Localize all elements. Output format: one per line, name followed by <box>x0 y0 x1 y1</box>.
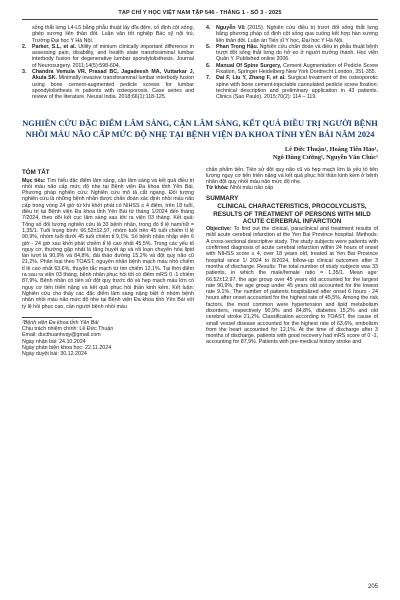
article-authors <box>22 146 378 162</box>
footnote-affiliation: ¹Bệnh viện Đa khoa tỉnh Yên Bái <box>22 319 99 326</box>
reference-authors: Chandra Vemula VR, Prasad BC, Jagadeesh MA, Vuttarkar J, Akula SK. <box>32 69 194 82</box>
reference-text: (2015). Nghiên cứu điều trị trượt đốt sống thắt lưng bằng phương pháp cố định cột sống qua cuống kết hợp hàn xương liên thân đốt. Luận án Tiến sĩ Y học, Đại học Y Hà Nội. <box>216 25 378 44</box>
authors-line: Lê Đức Thuận¹, Hoàng Tiến Hảo¹, <box>284 145 378 153</box>
reference-item <box>22 44 194 69</box>
abstract-right-column <box>206 167 378 358</box>
running-header: TẠP CHÍ Y HỌC VIỆT NAM TẬP 546 - THÁNG 1 - SỐ 3 - 2025 <box>22 10 378 20</box>
authors-line: Ngô Hùng Cường¹, Nguyễn Văn Chúc¹ <box>272 153 378 161</box>
footnote <box>22 320 194 358</box>
reference-number: 2. <box>22 43 27 50</box>
reference-item <box>206 25 378 44</box>
footnote-received: Ngày nhận bài: 24.10.2024 <box>22 338 86 345</box>
reference-text: Minimally invasive transforaminal lumbar interbody fusion using bone cement-augmented pedicle screws for lumbar spondylolisthesis in patients with osteoporosis. Case series and review of the literature. Neural India. 2018;66(1):118-125. <box>32 75 194 101</box>
journal-page <box>22 10 378 590</box>
reference-item <box>206 63 378 76</box>
abstract-continuation: chẩn phẩm tiến. Tiền sử đột quỵ não cũ và hẹp mạch lớn là yếu tố tiên lượng nguy cơ tiến triển nặng và kết quả phục hồi thần kinh kém ở bệnh nhân đột quỵ nhồi máu não mức độ nhẹ. <box>206 166 378 186</box>
abstract-left-column <box>22 167 194 358</box>
references-section <box>22 25 378 101</box>
english-abstract <box>206 226 378 346</box>
keywords-label: Từ khóa: <box>206 185 229 192</box>
reference-item <box>206 44 378 63</box>
en-objective-label: Objective: <box>206 226 232 233</box>
abstract-body: Tìm hiểu đặc điểm lâm sàng, cận lâm sàng và kết quả điều trị nhồi máu não cấp mức độ nhẹ tại Bệnh viện Đa khoa tỉnh Yên Bái. Phương pháp nghiên cứu: Nghiên cứu mô tả cắt ngang. Đối tượng nghiên cứu là những bệnh nhân được chẩn đoán xác định nhồi máu não cấp trong vòng 24 giờ từ khi khởi phát có NIHSS ≤ 4 điểm, trên 18 tuổi, điều trị tại Bệnh viện Đa khoa tỉnh Yên Bái từ tháng 1/2024 đến tháng 7/2024, theo dõi kết cục lâm sàng sau khi ra viện 03 tháng. Kết quả: Tổng số đối tượng nghiên cứu là 33 bệnh nhân, trong đó tỉ lệ nam/nữ = 1,35/1. Tuổi trung bình: 66,52±12,97, nhóm tuổi trên 45 tuổi chiếm tỉ lệ 90,9%, nhóm tuổi dưới 45 tuổi chiếm tỉ 9,1%. Số bệnh nhân nhập viện 6 giờ - 24 giờ sau khởi phát chiếm tỉ lệ cao nhất 45,5%. Trong các yếu tố nguy cơ, thường gặp nhất là tăng huyết áp và rối loạn chuyển hóa lipid lần lượt là 90,9% và 84,8%, đái tháo đường 15,2% và đột quỵ não cũ 21,2%. Phân loại theo TOAST, nguyên nhân bệnh mạch máu nhỏ chiếm tỉ lệ cao nhất 63,6%, thuyên tắc mạch từ tim chiếm 12,1%. Tại thời điểm ra sau ra viện 03 tháng, bệnh nhân phục hồi tốt có điểm mRS 0 -1 chiếm 87,9%. Bệnh nhân có tiền sử đột quỵ trước đó và hẹp mạch máu lớn có nguy cơ tiến triển nặng và kết quả phục hồi thần kinh kém. Kết luận: Nghiên cứu cho thấy các đặc điểm lâm sàng nặng biệt ở nhóm bệnh nhân nhồi máu não mức độ nhẹ tại Bệnh viện Đa khoa tỉnh Yên Bái với tỷ lệ hồi phục cao, cần người bệnh nhồi máu <box>22 177 194 310</box>
reference-number: 6. <box>206 62 211 69</box>
summary-heading: SUMMARY <box>206 194 239 202</box>
reference-number: 4. <box>206 25 211 31</box>
reference-continuation: sống thắt lưng L4-L5 bằng phẫu thuật lấy đĩa đệm, cố định cột sống, ghép xương liên thân đốt. Luận văn tốt nghiệp Bác sỹ nội trú, Trường Đại học Y Hà Nội. <box>32 25 194 44</box>
article-title: NGHIÊN CỨU ĐẶC ĐIỂM LÂM SÀNG, CẬN LÂM SÀNG, KẾT QUẢ ĐIỀU TRỊ NGƯỜI BỆNH NHỒI MÁU NÃO CẤP MỨC ĐỘ NHẸ TẠI BỆNH VIỆN ĐA KHOA TỈNH YÊN BÁI NĂM 2024 <box>22 118 378 139</box>
english-abstract-body: To find out the clinical, paraclinical and treatment results of mild acute cerebral infarction at the Yen Bai Province hospital. Methods: A cross-sectional descriptive study. The study subjects were patients with confirmed diagnosis of acute cerebral infarction within 24 hours of onset with NIHSS score ≤ 4, over 18 years old, treated at Yen Bai Province hospital since 1/ 2024 to 8/2024, follow-up clinical outcomes after 3 months of discharge. Results: The total number of study subjects was 33 patients, in which the male/female ratio = 1,35/1. Mean age: 66.52±12.97, the age group over 45 years old accounted for the largest rate 90,9%, the age group under 45 years old accounted for the lowest rate 9.1%. The number of patients hospitalized after onset 6 hours - 24 hours after onset accounted for the highest rate of 45,5%. Among the risk factors, the most common were hypertension and lipid metabolism disorders, respectively 90,9% and 84,8%, diabetes 15,2% and old cerebral stroke 21,2%. Classification according to TOAST, the cause of small vessel disease accounted for the highest rate of 63,6%, embolism from the heart accounted for 12,1%. At the time of discharge after 3 months of discharge, patients with good recovery had mRS score of 0 -1, accounting for 87,9%. Patients with pre-medical history stroke and <box>206 226 378 346</box>
reference-text: Utility of minium clinically important difference in assessing pain, disability, and health state transforaminal lumbar interbody fusion for degenerative lumbar spondylolisthesis. Journal of Neurosurgery. 2011;14(5):598-604. <box>32 43 195 69</box>
reference-authors: Dai F, Liu Y, Zhang F, et al. <box>216 75 286 82</box>
page-number: 205 <box>367 584 378 590</box>
footnote-accepted: Ngày duyệt bài: 30.12.2024 <box>22 351 87 358</box>
reference-authors: Phan Trọng Hậu. <box>216 43 259 50</box>
reference-text: Surgical treatment of the osteoporotic spine with bone cement-injectable cannulated pedicle screw fixation: technical description and preliminary application in 43 patients. Clinics (Sao Paulo). 2015;70(2): 114 – 119. <box>216 75 378 101</box>
reference-item <box>206 75 378 100</box>
footnote-corresponding: Chịu trách nhiệm chính: Lê Đức Thuận <box>22 326 114 333</box>
keywords <box>206 185 378 191</box>
objective-label: Mục tiêu: <box>22 177 46 184</box>
reference-authors: Nguyễn Vũ <box>216 25 245 31</box>
reference-text: Nghiên cứu chẩn đoán và điều trị phẫu thuật bệnh trượt đốt sống thắt lưng do hở eo ở người trưởng thành. Học viện Quân Y. Published online 2006. <box>216 43 378 63</box>
reference-authors: Parker, S.L, et al. <box>32 43 77 50</box>
keywords-text: Nhồi máu não cấp <box>228 185 274 192</box>
abstract-text <box>22 178 194 310</box>
article-body <box>22 167 378 358</box>
reference-text: Cement Augmentation of Pedicle Screw Fixation, Springer Heidelberg New York Dordrecht London, 351-355. <box>216 62 378 76</box>
footnote-rule <box>22 317 92 318</box>
reference-item <box>22 69 194 100</box>
english-title: CLINICAL CHARACTERISTICS, PROCOLYCLISTS, RESULTS OF TREATMENT OF PERSONS WITH MILD ACUTE CEREBRAL INFARCTION <box>213 202 371 226</box>
reference-authors: Manual Of Spine Surgery, <box>216 62 282 69</box>
references-left-column <box>22 25 194 101</box>
references-right-column <box>206 25 378 101</box>
abstract-heading: TÓM TẮT <box>22 168 50 176</box>
reference-number: 3. <box>22 69 27 76</box>
footnote-email: Email: ducthuanhvqy@gmail.com <box>22 332 101 339</box>
footnote-reviewed: Ngày phản biện khoa học: 22.11.2024 <box>22 344 112 351</box>
reference-number: 7. <box>206 75 211 82</box>
reference-number: 5. <box>206 43 211 50</box>
